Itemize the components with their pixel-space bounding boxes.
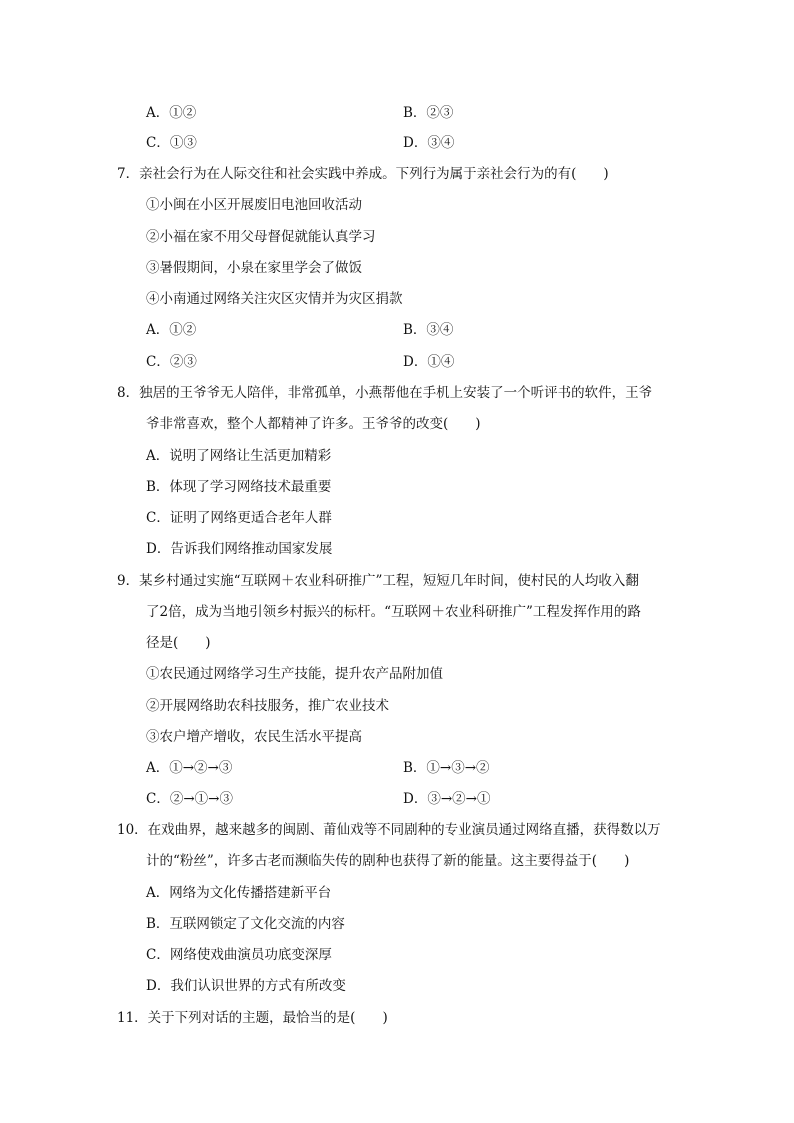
q9-stem-line-3: 径是( ) xyxy=(146,635,211,651)
q9-item-1: ①农民通过网络学习生产技能，提升农产品附加值 xyxy=(146,666,443,682)
q7-option-d: D．①④ xyxy=(403,354,455,370)
q6-option-a: A．①② xyxy=(146,105,197,121)
q10-stem-line-2: 计的“粉丝”，许多古老而濒临失传的剧种也获得了新的能量。这主要得益于( ) xyxy=(146,853,630,869)
q8-option-c: C．证明了网络更适合老年人群 xyxy=(146,510,332,526)
q9-item-3: ③农户增产增收，农民生活水平提高 xyxy=(146,729,362,745)
q10-stem-line-1: 10．在戏曲界，越来越多的闽剧、莆仙戏等不同剧种的专业演员通过网络直播，获得数以万 xyxy=(117,822,661,838)
q9-option-a: A．①→②→③ xyxy=(146,760,233,776)
q8-stem-line-2: 爷非常喜欢，整个人都精神了许多。王爷爷的改变( ) xyxy=(146,416,481,432)
q7-stem: 7．亲社会行为在人际交往和社会实践中养成。下列行为属于亲社会行为的有( ) xyxy=(117,166,609,182)
q11-stem: 11．关于下列对话的主题，最恰当的是( ) xyxy=(117,1010,388,1026)
q9-option-b: B．①→③→② xyxy=(403,760,490,776)
q6-option-c: C．①③ xyxy=(146,135,197,151)
q7-item-2: ②小福在家不用父母督促就能认真学习 xyxy=(146,229,376,245)
q7-option-c: C．②③ xyxy=(146,354,197,370)
q7-item-1: ①小闽在小区开展废旧电池回收活动 xyxy=(146,197,362,213)
q7-option-a: A．①② xyxy=(146,322,197,338)
q9-item-2: ②开展网络助农科技服务，推广农业技术 xyxy=(146,698,389,714)
q10-option-c: C．网络使戏曲演员功底变深厚 xyxy=(146,947,332,963)
q6-option-b: B．②③ xyxy=(403,105,454,121)
q7-item-4: ④小南通过网络关注灾区灾情并为灾区捐款 xyxy=(146,291,403,307)
q8-option-a: A．说明了网络让生活更加精彩 xyxy=(146,448,332,464)
q7-item-3: ③暑假期间，小泉在家里学会了做饭 xyxy=(146,260,362,276)
q7-option-b: B．③④ xyxy=(403,322,454,338)
q9-option-d: D．③→②→① xyxy=(403,791,491,807)
q10-option-a: A．网络为文化传播搭建新平台 xyxy=(146,885,332,901)
q8-option-b: B．体现了学习网络技术最重要 xyxy=(146,479,332,495)
q9-stem-line-1: 9．某乡村通过实施“互联网＋农业科研推广”工程，短短几年时间，使村民的人均收入翻 xyxy=(117,573,639,589)
q10-option-d: D．我们认识世界的方式有所改变 xyxy=(146,978,346,994)
q10-option-b: B．互联网锁定了文化交流的内容 xyxy=(146,916,345,932)
q6-option-d: D．③④ xyxy=(403,135,455,151)
q9-stem-line-2: 了2倍，成为当地引领乡村振兴的标杆。“互联网＋农业科研推广”工程发挥作用的路 xyxy=(146,604,641,620)
q9-option-c: C．②→①→③ xyxy=(146,791,233,807)
q8-stem-line-1: 8．独居的王爷爷无人陪伴，非常孤单，小燕帮他在手机上安装了一个听评书的软件，王爷 xyxy=(117,385,653,401)
q8-option-d: D．告诉我们网络推动国家发展 xyxy=(146,541,333,557)
